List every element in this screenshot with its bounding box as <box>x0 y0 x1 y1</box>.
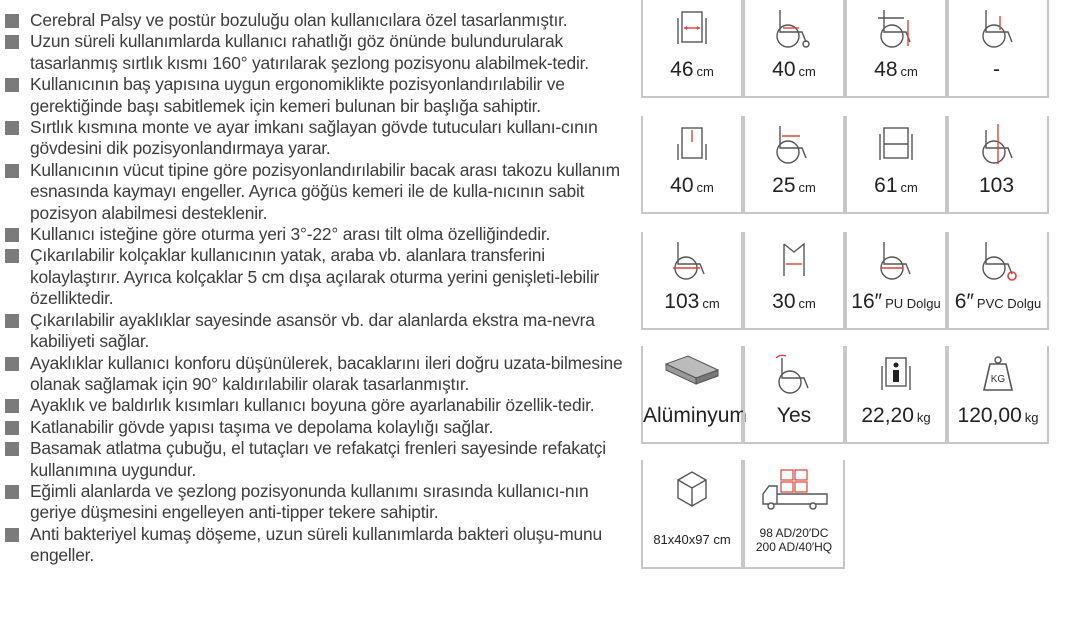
spec-grid <box>641 0 1091 569</box>
feature-item: Katlanabilir gövde yapısı taşıma ve depolama kolaylığı sağlar. <box>0 417 625 438</box>
svg-text:KG: KG <box>990 374 1006 385</box>
square-bullet-icon <box>5 421 19 435</box>
spec-cell-total-length: 103 cm <box>641 232 743 330</box>
tilt-wheelchair-icon <box>772 352 816 396</box>
square-bullet-icon <box>5 528 19 542</box>
square-bullet-icon <box>5 164 19 178</box>
spec-cell-box-size: 81x40x97 cm <box>641 460 743 569</box>
seat-height-icon <box>874 6 918 50</box>
feature-item: Cerebral Palsy ve postür bozuluğu olan kullanıcılara özel tasarlanmıştır. <box>0 10 625 31</box>
total-height-icon <box>976 122 1020 166</box>
seat-depth-icon <box>772 6 816 50</box>
spec-cell-front-wheel: 6″ PVC Dolgu <box>947 232 1049 330</box>
feature-item: Kullanıcının baş yapısına uygun ergonomiklikte pozisyonlandırılabilir ve gerektiğinde başı sabitlemek için kemeri bulunan bir başlığa sahiptir. <box>0 74 625 117</box>
feature-item: Çıkarılabilir kolçaklar kullanıcının yatak, araba vb. alanlara transferini kolaylaştırır. Ayrıca kolçaklar 5 cm dışa açılarak oturma yerini genişleti-lebilir özellіktedir. <box>0 245 625 309</box>
backrest-height-icon <box>672 124 712 164</box>
spec-cell-armrest-height: - <box>947 0 1049 98</box>
feature-list <box>0 10 625 567</box>
square-bullet-icon <box>5 228 19 242</box>
feature-item: Uzun süreli kullanımlarda kullanıcı rahatlığı göz önünde bulundurularak tasarlanmış sırtlık kısmı 160° yatırılarak şezlong pozisyonu alabilmek-tedir. <box>0 31 625 74</box>
spec-cell-net-weight: 22,20 kg <box>845 346 947 444</box>
spec-cell-total-height: 103 <box>947 116 1049 214</box>
aluminium-profile-icon <box>662 352 722 396</box>
total-width-icon <box>876 124 916 164</box>
square-bullet-icon <box>5 314 19 328</box>
feature-item: Basamak atlatma çubuğu, el tutaçları ve refakatçi frenleri sayesinde refakatçi kullanımına uygundur. <box>0 438 625 481</box>
square-bullet-icon <box>5 485 19 499</box>
spec-cell-folded-width: 30 cm <box>743 232 845 330</box>
max-load-weight-icon <box>978 354 1018 394</box>
box-icon <box>670 466 714 510</box>
spec-cell-total-width: 61 cm <box>845 116 947 214</box>
feature-item: Anti bakteriyel kumaş döşeme, uzun süreli kullanımlarda bakteri oluşu-munu engeller. <box>0 524 625 567</box>
front-wheel-icon <box>976 238 1020 282</box>
total-length-icon <box>670 238 714 282</box>
spec-cell-seat-width: 46 cm <box>641 0 743 98</box>
armrest-length-icon <box>772 122 816 166</box>
feature-item: Çıkarılabilir ayaklıklar sayesinde asansör vb. dar alanlarda ekstra ma-nevra kabiliyeti sağlar. <box>0 310 625 353</box>
square-bullet-icon <box>5 14 19 28</box>
square-bullet-icon <box>5 249 19 263</box>
spec-cell-armrest-length: 25 cm <box>743 116 845 214</box>
feature-item: Eğimli alanlarda ve şezlong pozisyonunda kullanımı sırasında kullanıcı-nın geriye düşmesini engelleyen anti-tipper tekere sahiptir. <box>0 481 625 524</box>
spec-cell-material: Alüminyum <box>641 346 743 444</box>
spec-cell-tilt: Yes <box>743 346 845 444</box>
square-bullet-icon <box>5 78 19 92</box>
spec-cell-container-capacity: 98 AD/20′DC 200 AD/40′HQ <box>743 460 845 569</box>
spec-cell-rear-wheel: 16″ PU Dolgu <box>845 232 947 330</box>
square-bullet-icon <box>5 35 19 49</box>
spec-cell-seat-height: 48 cm <box>845 0 947 98</box>
square-bullet-icon <box>5 399 19 413</box>
armrest-height-icon <box>976 6 1020 50</box>
feature-item: Kullanıcı isteğine göre oturma yeri 3°-22° arası tilt olma özelliğindedir. <box>0 224 625 245</box>
square-bullet-icon <box>5 121 19 135</box>
spec-cell-max-load: KG 120,00 kg <box>947 346 1049 444</box>
feature-item: Sırtlık kısmına monte ve ayar imkanı sağlayan gövde tutucuları kullanı-cının gövdesini dik pozisyonlandırmaya yarar. <box>0 117 625 160</box>
square-bullet-icon <box>5 357 19 371</box>
seat-width-icon <box>672 8 712 48</box>
folded-width-icon <box>774 240 814 280</box>
feature-item: Kullanıcının vücut tipine göre pozisyonlandırılabilir bacak arası takozu kullanım esnasında kaymayı engeller. Ayrıca göğüs kemeri ile de kulla-nıcının sabit pozisyon alabilmesi desteklenir. <box>0 160 625 224</box>
spec-cell-backrest-height: 40 cm <box>641 116 743 214</box>
truck-icon <box>759 466 829 510</box>
rear-wheel-icon <box>874 238 918 282</box>
feature-item: Ayaklıklar kullanıcı konforu düşünülerek, bacaklarını ileri doğru uzata-bilmesine olanak sağlamak için 90° kaldırılabilir olarak tasarlanmıştır. <box>0 353 625 396</box>
spec-cell-seat-depth: 40 cm <box>743 0 845 98</box>
square-bullet-icon <box>5 442 19 456</box>
feature-item: Ayaklık ve baldırlık kısımları kullanıcı boyuna göre ayarlanabilir özellik-tedir. <box>0 395 625 416</box>
net-weight-icon <box>876 354 916 394</box>
